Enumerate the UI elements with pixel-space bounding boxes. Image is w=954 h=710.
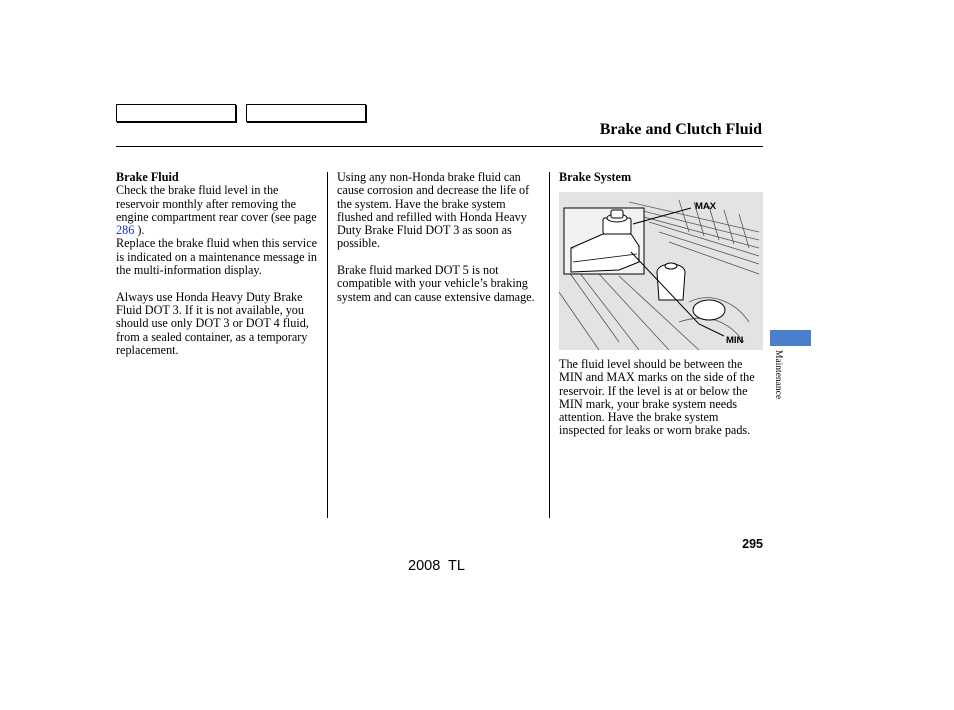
caution-paragraph-2: Brake fluid marked DOT 5 is not compatible with your vehicle’s braking system and can cause extensive damage. bbox=[337, 263, 535, 304]
column-2 bbox=[337, 171, 543, 317]
footer-model: 2008 TL bbox=[408, 558, 465, 574]
column-divider-1 bbox=[327, 172, 328, 518]
nav-button-next[interactable] bbox=[246, 104, 366, 122]
brake-fluid-text-1-end: ). bbox=[134, 223, 145, 238]
brake-fluid-heading: Brake Fluid bbox=[116, 170, 179, 184]
min-mark-label: MIN bbox=[726, 335, 744, 346]
page-title: Brake and Clutch Fluid bbox=[599, 121, 762, 138]
reservoir-drawing bbox=[559, 192, 763, 350]
brake-fluid-text-1: Check the brake fluid level in the reservoir monthly after removing the engine compartment rear cover (see page bbox=[116, 183, 317, 224]
page-286-link[interactable]: 286 bbox=[116, 223, 135, 238]
section-tab[interactable] bbox=[770, 330, 811, 346]
page-number: 295 bbox=[742, 537, 763, 551]
section-label: Maintenance bbox=[773, 350, 783, 400]
column-3-heading-block bbox=[559, 171, 765, 184]
column-divider-2 bbox=[549, 172, 550, 518]
brake-reservoir-illustration bbox=[559, 192, 763, 350]
brake-fluid-paragraph-2: Replace the brake fluid when this service is indicated on a maintenance message in the multi-information display. bbox=[116, 236, 318, 278]
max-mark-label: MAX bbox=[695, 201, 717, 212]
brake-fluid-paragraph-1 bbox=[116, 171, 322, 237]
nav-button-previous[interactable] bbox=[116, 104, 236, 122]
brake-fluid-paragraph-3: Always use Honda Heavy Duty Brake Fluid DOT 3. If it is not available, you should use only DOT 3 or DOT 4 fluid, from a sealed container, as a temporary replacement. bbox=[116, 289, 309, 357]
caution-paragraph-1: Using any non-Honda brake fluid can cause corrosion and decrease the life of the system. Have the brake system flushed and refilled with Honda Heavy Duty Brake Fluid DOT 3 as soon as possible. bbox=[337, 170, 530, 251]
brake-system-paragraph: The fluid level should be between the MIN and MAX marks on the side of the reservoir. If the level is at or below the MIN mark, your brake system needs attention. Have the brake system inspected for leaks or worn brake pads. bbox=[559, 357, 755, 438]
column-1 bbox=[116, 171, 322, 370]
header-rule bbox=[116, 146, 763, 147]
brake-system-heading: Brake System bbox=[559, 170, 632, 184]
